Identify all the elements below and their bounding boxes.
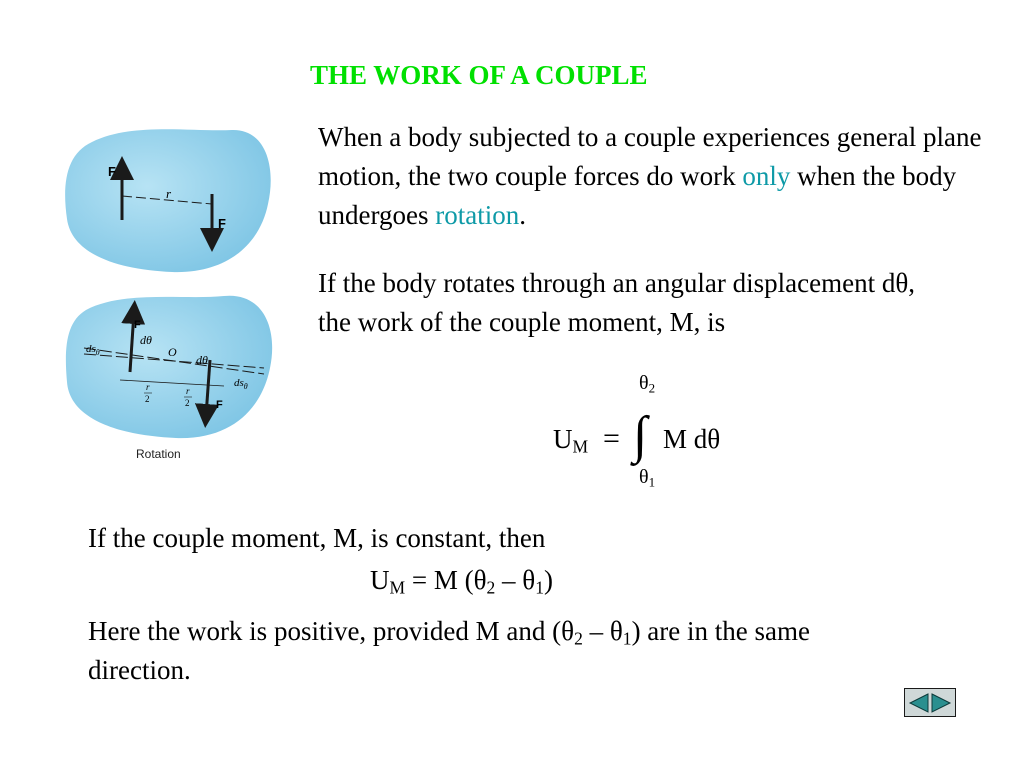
couple-forces-figure [62,124,274,274]
force-label-f2: F [218,216,226,231]
paragraph-intro [318,118,998,235]
intro-text-a: When a body subjected to a couple experiences general plane motion, the two couple forces do work [318,122,982,191]
highlight-only: only [742,161,791,191]
force-label-f1: F [108,164,116,179]
upper-limit: $\theta_2$ [639,372,656,396]
constant-moment-equation: $U_M = M$ $(\theta_2 - \theta_1)$ [370,565,553,598]
half-r-numerator-1: r [146,382,150,392]
triangle-right-icon[interactable] [930,692,952,714]
force-label-f1: F [134,319,141,331]
highlight-rotation: rotation [435,200,520,230]
slide-title: THE WORK OF A COUPLE [310,60,648,90]
equals-sign: = [603,422,620,455]
triangle-left-icon[interactable] [908,692,930,714]
arc-label-2: $ds_\theta$ [234,377,248,391]
force-label-f2: F [216,399,223,411]
half-r-denominator-1: 2 [145,394,150,404]
body-shape [66,296,272,438]
work-integral-equation [553,372,753,502]
lower-limit: $\theta_1$ [639,466,656,490]
figure-caption: Rotation [136,447,181,461]
angle-label-2: dθ [196,353,208,367]
intro-text-c: . [519,200,526,230]
paragraph-positive-work: Here the work is positive, provided M and $(\theta_2 - \theta_1)$ are in the same direction. [88,616,810,685]
half-r-numerator-2: r [186,386,190,396]
paragraph-angular-displacement: If the body rotates through an angular displacement dθ, the work of the couple moment, M, is [318,268,916,337]
rotation-figure [64,290,286,465]
equation-rhs: M dθ [663,424,721,454]
equation-lhs: $U_M$ [553,424,589,457]
paragraph-constant-moment: If the couple moment, M, is constant, then [88,523,546,553]
angle-label-1: dθ [140,333,152,347]
center-label: O [168,345,177,359]
half-r-denominator-2: 2 [185,398,190,408]
intro-text-b: when the body undergoes [318,161,957,230]
slide-navigation [904,688,956,717]
arc-label-1: $ds_\theta$ [86,343,100,357]
integral-sign: ∫ [633,407,648,464]
distance-label: r [166,186,172,201]
